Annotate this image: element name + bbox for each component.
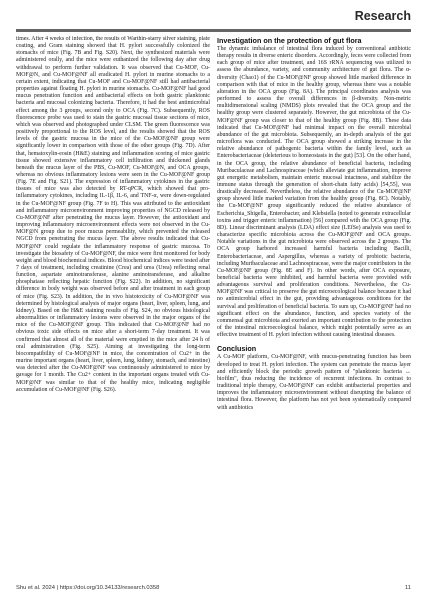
right-column (217, 36, 411, 576)
page-number: 11 (404, 585, 411, 591)
conclusion-paragraph: A Cu-MOF platform, Cu-MOF@NF, with mucus-penetrating function has been developed to treat H. pylori infection. The system can penetrate the mucus layer and efficiently block the periodic growth pattern of "planktonic bacteria ↔ biofilm", thus reducing the incidence of recurrent infections. In contrast to traditional triple therapy, Cu-MOF@NF can exhibit antibacterial properties and improves the inflammatory microenvironment without disrupting the balance of intestinal flora. However, the platform has not yet been systematically compared with antibiotics (217, 354, 411, 411)
left-column (16, 36, 210, 570)
section-heading-gut-flora: Investigation on the protection of gut flora (217, 36, 362, 45)
footer-citation[interactable]: Shu et al. 2024 | https://doi.org/10.34133/research.0358 (16, 585, 160, 591)
section-heading-conclusion: Conclusion (217, 344, 257, 354)
page-footer (16, 585, 411, 591)
header-rule (16, 29, 411, 32)
journal-name: Research (354, 9, 411, 23)
left-column-paragraph: times. After 4 weeks of infection, the results of Warthin-starry silver staining, plate coating, and Gram staining showed that H. pylori successfully colonized the stomachs of mice (Fig. 7B and Fig. S20). Next, the synthesized materials were administered orally, and the mice were euthanized the following day after drug withdrawal to perform further validation. It was observed that Cu-MOF, Cu-MOF@N, and Cu-MOF@NF all eradicated H. pylori in murine stomachs to a certain extent, indicating that Cu-MOF and Cu-MOF@NF still had antibacterial properties against floating H. pylori in murine stomachs. Cu-MOF@NF had good mucus penetration function and antibacterial effects on both gastric planktonic bacteria and mucosal colonizing bacteria. Therefore, it had the best antimicrobial effect among the 3 groups, second only to OCA (Fig. 7C). Subsequently, ROS fluorescence probe was used to stain the gastric mucosal tissue sections of mice, which was observed and photographed under CLSM. The green fluorescence was positively proportional to the ROS level, and the results showed that the ROS levels of the gastric mucosa in the mice of the Cu-MOF@NF group were significantly lower in comparison with those of the other groups (Fig. 7D). After that, hematoxylin-eosin (H&E) staining and inflammation scoring of mice gastric tissue showed extensive inflammatory cell infiltration and thickened glands beneath the mucus layer of the PBS, Cu-MOF, Cu-MOF@N, and OCA groups, whereas no obvious inflammatory lesions were seen in the Cu-MOF@NF group (Fig. 7E and Fig. S21). The expression of inflammatory cytokines in the gastric tissues of mice was also detected by RT-qPCR, which showed that pro-inflammatory cytokines, including IL-1β, IL-6, and TNF-α, were down-regulated in the Cu-MOF@NF group (Fig. 7F to H). This was attributed to the antioxidant and inflammatory microenvironment improving properties of NGCD released by Cu-MOF@NF after penetrating the mucus layer. However, the antioxidant and improving inflammatory microenvironment effects were not observed in the Cu-MOF@N group due to poor mucus permeability, which prevented the released NGCD from penetrating the mucus layer. The above results indicated that Cu-MOF@NF could regulate the inflammatory response of gastric mucosa. To investigate the biosafety of Cu-MOF@NF, the mice were first monitored for body weight and blood biochemical indices. Blood biochemical indices were tested after 7 days of treatment, including creatinine (Crea) and urea (Urea) reflecting renal function, aspartate aminotransferase, alanine aminotransferase, and alkaline phosphatase reflecting hepatic function (Fig. S22). In addition, no significant difference in body weight was observed before and after treatment in each group of mice (Fig. S23). In addition, the in vivo histotoxicity of Cu-MOF@NF was determined by histological analysis of major organs (heart, liver, spleen, lung, and kidney). Based on the H&E staining results of Fig. S24, no obvious histological abnormalities or inflammatory lesions were observed in the major organs of the mice of the Cu-MOF@NF group. This indicated that Cu-MOF@NF had no obvious toxic side effects on mice after a short-term 7-day treatment. It was confirmed that almost all of the material were emptied in the mice after 24 h of oral administration (Fig. S25). Aiming at investigating the long-term biocompatibility of Cu-MOF@NF in mice, the concentration of Cu2+ in the murine important organs (heart, liver, spleen, lung, kidney, stomach, and intestine) was detected after the Cu-MOF@NF was continuously administered to mice by gavage for 1 month. The Cu2+ content in the important organs treated with Cu-MOF@NF was similar to that of the healthy mice, indicating negligible accumulation of Cu-MOF@NF (Fig. S26). (16, 36, 210, 393)
gut-flora-paragraph: The dynamic imbalance of intestinal flora induced by conventional antibiotic therapy results in diverse enteric disorders. Accordingly, feces were collected from each group of mice after treatment, and 16S rRNA sequencing was utilized to assess the abundance, variety, and community architecture of gut flora. The α-diversity (Chao1) of the Cu-MOF@NF group showed little marked difference in comparison with that of mice in the healthy group, whereas there was a notable alteration in the OCA group (Fig. 8A). The principal coordinates analysis was performed to assess the overall differences in β-diversity. Non-metric multidimensional scaling (NMDS) plots revealed that the OCA group and the healthy group were clustered separately. However, the gut microbiota of the Cu-MOF@NF group was closer to that of the healthy group (Fig. 8B). These data indicated that Cu-MOF@NF had minimal impact on the overall microbial abundance of the gut microbiota. Subsequently, an in-depth analysis of the gut microflora was conducted. The OCA group showed a striking increase in the relative abundance of pathogenic bacteria within the family level, such as Enterobacteriaceae (deleterious to homeostasis in the gut) [53]. On the other hand, in the OCA group, the relative abundance of beneficial bacteria, including Muribaculaceae and Lachnospiraceae (which alleviate gut inflammation, improve gut energetic metabolism, maintain enteric mucosal intactness, and stabilize the immune status through the generation of short-chain fatty acids) [54,55], was drastically decreased. Nevertheless, the relative abundance of the Cu-MOF@NF group showed little marked variation from the healthy group (Fig. 8C). Notably, the Cu-MOF@NF group significantly reduced the relative abundance of Escherichia_Shigella, Enterobacter, and Klebsiella (noted to generate extracellular toxins and trigger enteric inflammation) [56] compared with the OCA group (Fig. 8D). Linear discriminant analysis (LDA) effect size (LEfSe) analysis was used to characterize specific microbiota across the Cu-MOF@NF and OCA groups. Notable variations in the gut microbiota were observed across the 2 groups. The OCA group harbored increased harmful bacteria including Bacilli, Enterobacteriaceae, and Aspergillus, whereas a variety of probiotic bacteria, including Muribaculaceae and Lachnospiraceae, were the major contributors in the Cu-MOF@NF group (Fig. 8E and F). In other words, after OCA exposure, beneficial bacteria were inhibited, and harmful bacteria were provided with advantageous survival and proliferation conditions. Nevertheless, the Cu-MOF@NF was critical to preserve the gut microecological balance because it had no antimicrobial effect in the gut, providing advantageous conditions for the survival and proliferation of beneficial bacteria. To sum up, Cu-MOF@NF had no significant effect on the abundance, function, and species variety of the commensal gut microbiota and exerted an important contribution to the protection of the intestinal microecological balance, which might potentially serve as an effective treatment of H. pylori infection without causing intestinal diseases. (217, 46, 411, 339)
